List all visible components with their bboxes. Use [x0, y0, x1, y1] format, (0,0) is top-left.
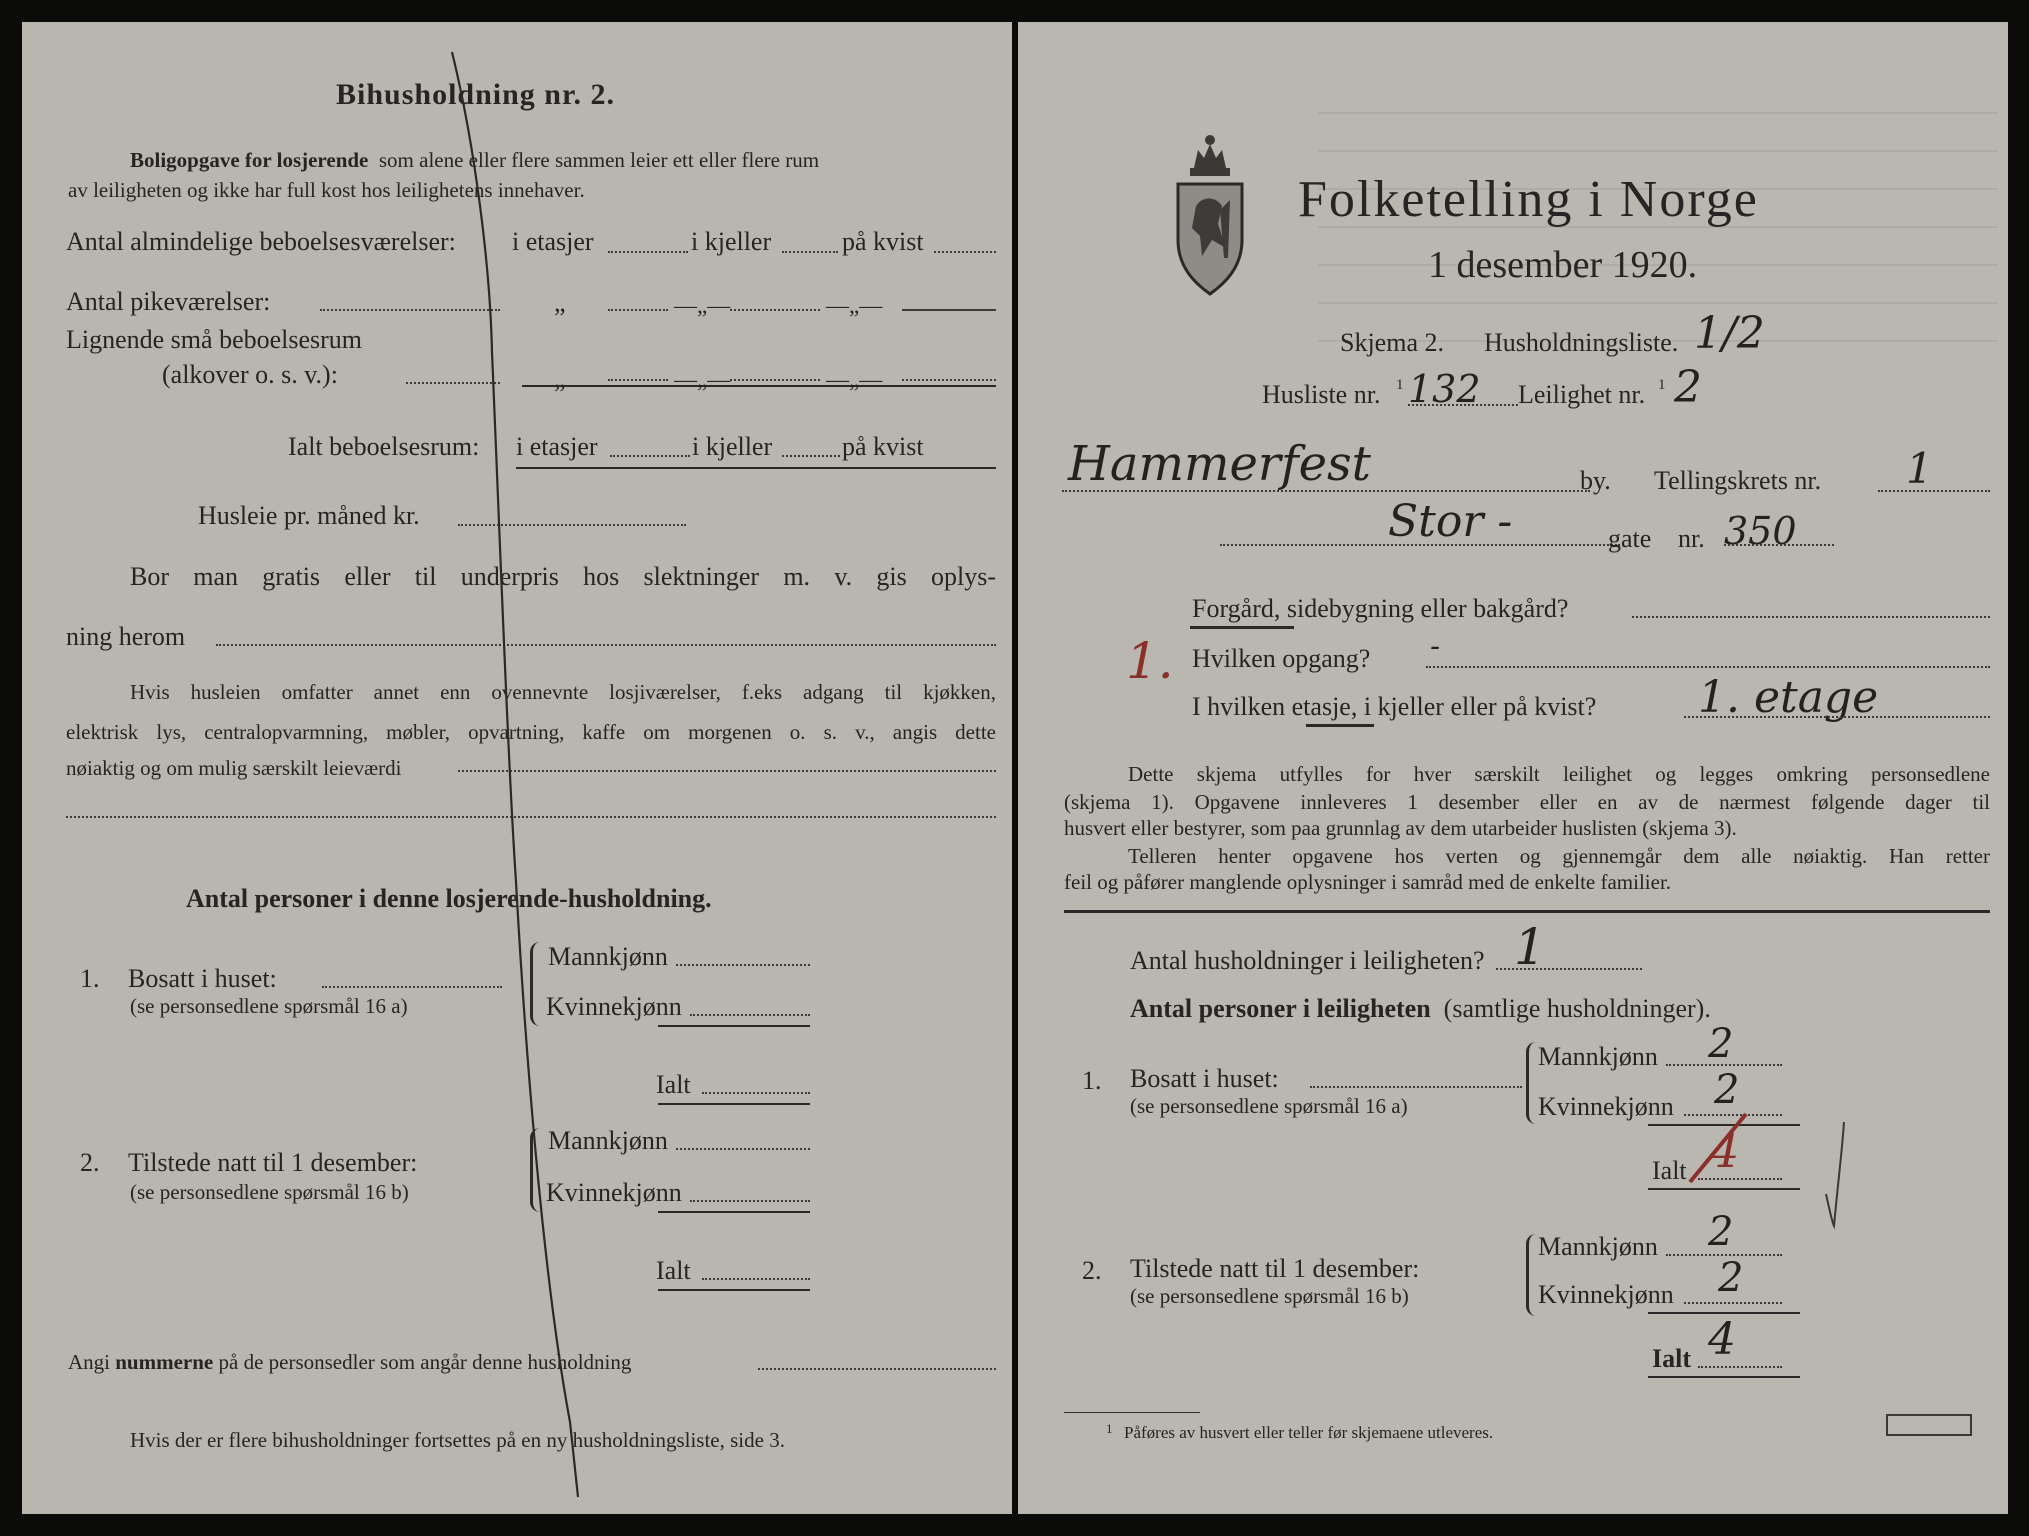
- right-page: [1018, 22, 2008, 1514]
- footnote-mark-1: 1: [1396, 377, 1404, 393]
- right-q2-kvinne-field: [1684, 1302, 1782, 1304]
- opgang-value[interactable]: -: [1430, 629, 1441, 664]
- hush-value[interactable]: 1: [1514, 918, 1546, 976]
- right-q2-total-rule: [1648, 1376, 1800, 1378]
- row-ialt-label: Ialt beboelsesrum:: [288, 432, 480, 461]
- intro-line-1: Boligopgave for losjerende som alene eller flere sammen leier ett eller flere rum: [130, 148, 820, 172]
- right-q2-ialt-field: [1698, 1366, 1782, 1368]
- right-q2-sub: (se personsedlene spørsmål 16 b): [1130, 1284, 1409, 1308]
- husholdningsliste-label: Husholdningsliste.: [1484, 328, 1679, 357]
- right-q2-mann-value[interactable]: 2: [1708, 1209, 1734, 1255]
- right-q1-label: Bosatt i huset:: [1130, 1064, 1279, 1093]
- left-q2-mann-label: Mannkjønn: [548, 1126, 668, 1155]
- angi-line: Angi nummerne på de personsedler som angår denne husholdning: [68, 1350, 632, 1374]
- leilighet-label: Leilighet nr.: [1518, 380, 1646, 409]
- intro-line-2: av leiligheten og ikke har full kost hos leilighetens innehaver.: [68, 178, 585, 202]
- right-q1-sub: (se personsedlene spørsmål 16 a): [1130, 1094, 1408, 1118]
- right-q2-ialt-label: Ialt: [1652, 1344, 1691, 1373]
- right-q2-mann-label: Mannkjønn: [1538, 1232, 1658, 1261]
- instr-line-4: Telleren henter opgavene hos verten og gjennemgår dem alle nøiaktig. Han retter: [1128, 844, 1990, 868]
- opgang-label: Hvilken opgang?: [1192, 644, 1371, 673]
- lignende-ditto-2: —„—: [674, 367, 731, 392]
- col-kjeller-label: i kjeller: [691, 227, 772, 256]
- tellingskrets-label: Tellingskrets nr.: [1654, 466, 1822, 495]
- right-q1-ialt-value[interactable]: 4: [1710, 1124, 1740, 1178]
- right-q1-mann-value[interactable]: 2: [1708, 1021, 1734, 1067]
- hvis-line-1: Hvis husleien omfatter annet enn ovennevnte losjiværelser, f.eks adgang til kjøkken,: [130, 680, 996, 704]
- bor-line-1: Bor man gratis eller til underpris hos slektninger m. v. gis oplys-: [130, 562, 996, 591]
- left-q2-number: 2.: [80, 1148, 100, 1177]
- row-almindelige-label: Antal almindelige beboelsesværelser:: [66, 227, 456, 256]
- street-value[interactable]: Stor -: [1388, 496, 1513, 547]
- tellingskrets-value[interactable]: 1: [1906, 444, 1933, 493]
- main-title: Folketelling i Norge: [1298, 171, 1759, 228]
- etasje-label: I hvilken etasje, i kjeller eller på kvist?: [1192, 692, 1597, 721]
- persons-heading: Antal personer i leiligheten (samtlige husholdninger).: [1130, 994, 1711, 1023]
- left-q1-mann-label: Mannkjønn: [548, 942, 668, 971]
- hvis-line-2: elektrisk lys, centralopvarmning, møbler, opvartning, kaffe om morgenen o. s. v., angis dette: [66, 720, 996, 744]
- col-kvist-label: på kvist: [842, 227, 924, 256]
- city-value[interactable]: Hammerfest: [1068, 436, 1371, 492]
- ialt-etasjer-label: i etasjer: [516, 432, 598, 461]
- row-lignende-label-1: Lignende små beboelsesrum: [66, 325, 363, 354]
- right-q2-kvinne-value[interactable]: 2: [1718, 1255, 1744, 1301]
- row-lignende-label-2: (alkover o. s. v.):: [162, 360, 338, 389]
- footnote-rule: [1064, 1412, 1200, 1413]
- right-q1-mann-label: Mannkjønn: [1538, 1042, 1658, 1071]
- leilighet-value[interactable]: 2: [1674, 362, 1702, 413]
- printer-stamp: [1886, 1414, 1972, 1436]
- right-q1-number: 1.: [1082, 1066, 1102, 1095]
- gate-label: gate: [1608, 524, 1652, 553]
- left-q1-label: Bosatt i huset:: [128, 964, 277, 993]
- right-q2-ialt-value[interactable]: 4: [1708, 1314, 1736, 1365]
- left-q1-sub: (se personsedlene spørsmål 16 a): [130, 994, 408, 1018]
- footnote-mark-2: 1: [1658, 377, 1666, 393]
- lignende-ditto-3: —„—: [826, 367, 883, 392]
- hush-label: Antal husholdninger i leiligheten?: [1130, 946, 1485, 975]
- left-title: Bihusholdning nr. 2.: [336, 78, 616, 111]
- hvis-line-3: nøiaktig og om mulig særskilt leieværdi: [66, 756, 402, 780]
- cancel-stroke: [22, 22, 1012, 1514]
- bor-line-2: ning herom: [66, 622, 186, 651]
- margin-mark: 1.: [1126, 632, 1174, 690]
- ialt-kvist-label: på kvist: [842, 432, 924, 461]
- left-q1-number: 1.: [80, 964, 100, 993]
- census-date: 1 desember 1920.: [1428, 244, 1698, 286]
- instr-line-3: husvert eller bestyrer, som paa grunnlag av dem utarbeider huslisten (skjema 3).: [1064, 816, 1737, 840]
- pike-ditto-2: —„—: [674, 293, 731, 318]
- left-page: [22, 22, 1012, 1514]
- instr-line-1: Dette skjema utfylles for hver særskilt leilighet og legges omkring personsedlene: [1128, 762, 1990, 786]
- right-q2-number: 2.: [1082, 1256, 1102, 1285]
- left-q1-ialt-label: Ialt: [656, 1070, 691, 1099]
- col-etasjer-label: i etasjer: [512, 227, 594, 256]
- husleie-label: Husleie pr. måned kr.: [198, 501, 420, 530]
- husholdningsliste-value[interactable]: 1/2: [1694, 308, 1765, 359]
- pike-ditto-3: —„—: [826, 293, 883, 318]
- right-q2-kvinne-label: Kvinnekjønn: [1538, 1280, 1674, 1309]
- left-q2-label: Tilstede natt til 1 desember:: [128, 1148, 418, 1177]
- lignende-ditto-1: „: [554, 364, 566, 393]
- left-q1-kvinne-label: Kvinnekjønn: [546, 992, 682, 1021]
- skjema-label: Skjema 2.: [1340, 328, 1444, 357]
- footnote-text: Påføres av husvert eller teller før skjemaene utleveres.: [1124, 1423, 1494, 1442]
- left-section-title: Antal personer i denne losjerende-husholdning.: [186, 884, 712, 913]
- left-q2-ialt-label: Ialt: [656, 1256, 691, 1285]
- ialt-kjeller-label: i kjeller: [692, 432, 773, 461]
- pike-ditto-1: „: [554, 288, 566, 317]
- forgard-label: Forgård, sidebygning eller bakgård?: [1192, 594, 1569, 623]
- by-label: by.: [1580, 466, 1611, 495]
- left-footer: Hvis der er flere bihusholdninger fortsettes på en ny husholdningsliste, side 3.: [130, 1428, 785, 1452]
- etasje-value[interactable]: 1. etage: [1698, 672, 1879, 723]
- footnote-number: 1: [1106, 1421, 1113, 1436]
- gate-nr-value[interactable]: 350: [1724, 509, 1797, 553]
- left-q2-kvinne-label: Kvinnekjønn: [546, 1178, 682, 1207]
- right-q1-ialt-label: Ialt: [1652, 1156, 1687, 1185]
- husliste-label: Husliste nr.: [1262, 380, 1381, 409]
- instr-line-5: feil og påfører manglende oplysninger i samråd med de enkelte familier.: [1064, 870, 1672, 894]
- husliste-value[interactable]: 132: [1408, 367, 1481, 411]
- instr-line-2: (skjema 1). Opgavene innleveres 1 desember eller en av de nærmest følgende dager til: [1064, 790, 1990, 814]
- row-pike-label: Antal pikeværelser:: [66, 287, 271, 316]
- left-q2-sub: (se personsedlene spørsmål 16 b): [130, 1180, 409, 1204]
- right-q1-kvinne-value[interactable]: 2: [1714, 1067, 1740, 1113]
- right-q2-label: Tilstede natt til 1 desember:: [1130, 1254, 1420, 1283]
- gate-nr-label: nr.: [1678, 524, 1705, 553]
- right-q1-kvinne-label: Kvinnekjønn: [1538, 1092, 1674, 1121]
